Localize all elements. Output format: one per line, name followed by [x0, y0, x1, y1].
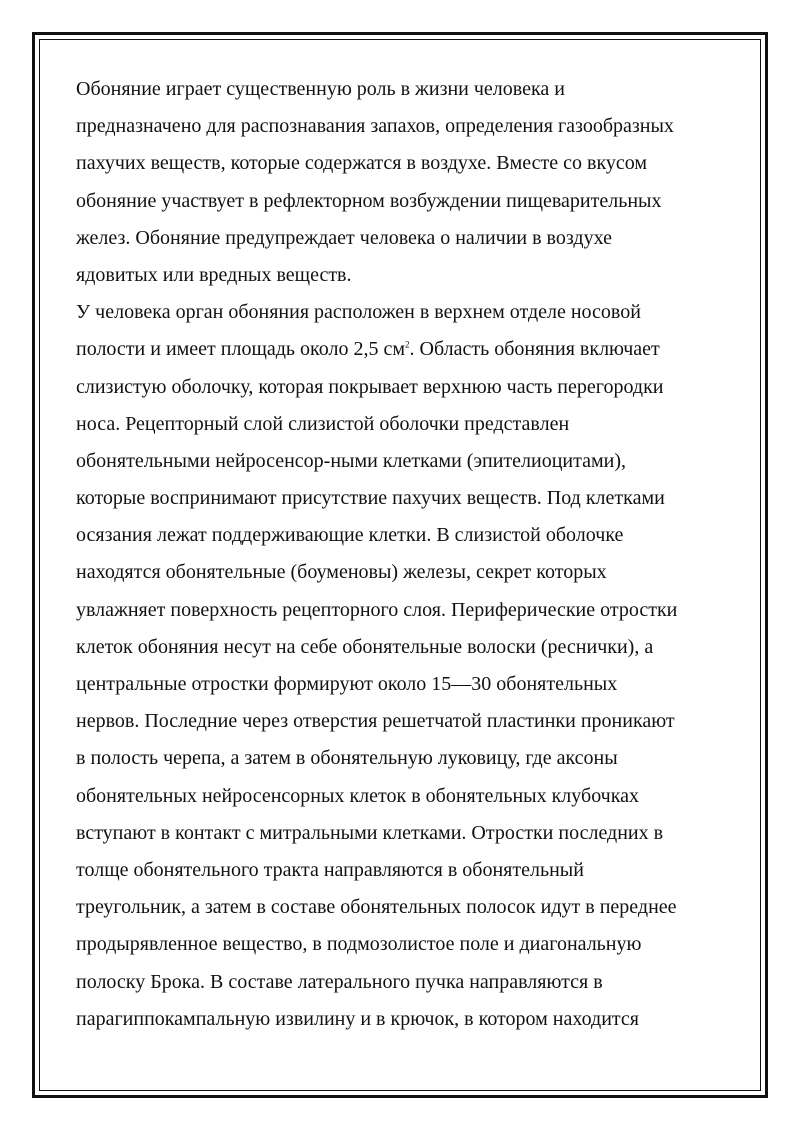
- text-line: Обоняние играет существенную роль в жизни человека и: [76, 78, 565, 100]
- text-line: обонятельных нейросенсорных клеток в обонятельных клубочках: [76, 784, 640, 807]
- text-line: увлажняет поверхность рецепторного слоя. Периферические отростки: [76, 598, 678, 621]
- text-line: обоняние участвует в рефлекторном возбуждении пищеварительных: [76, 189, 662, 212]
- text-line: клеток обоняния несут на себе обонятельные волоски (реснички), а: [76, 635, 654, 658]
- text-line: носа. Рецепторный слой слизистой оболочки представлен: [76, 412, 570, 435]
- text-line: пахучих веществ, которые содержатся в воздухе. Вместе со вкусом: [76, 152, 648, 175]
- text-line: осязания лежат поддерживающие клетки. В слизистой оболочке: [76, 524, 624, 547]
- text-line: У человека орган обоняния расположен в верхнем отделе носовой: [76, 301, 641, 324]
- text-line: находятся обонятельные (боуменовы) железы, секрет которых: [76, 561, 607, 584]
- text-line: ядовитых или вредных веществ.: [76, 263, 352, 286]
- text-line: обонятельными нейросенсор-ными клетками (эпителиоцитами),: [76, 449, 627, 472]
- superscript: 2: [405, 339, 410, 350]
- text-line: треугольник, а затем в составе обонятельных полосок идут в переднее: [76, 896, 677, 919]
- text-line-with-superscript: [76, 331, 736, 368]
- text-line: предназначено для распознавания запахов, определения газообразных: [76, 115, 674, 138]
- text-line: в полость черепа, а затем в обонятельную луковицу, где аксоны: [76, 747, 618, 770]
- text-line: нервов. Последние через отверстия решетчатой пластинки проникают: [76, 710, 675, 733]
- text-line: центральные отростки формируют около 15—30 обонятельных: [76, 673, 618, 695]
- text-line: которые воспринимают присутствие пахучих веществ. Под клетками: [76, 487, 665, 510]
- text-line: желез. Обоняние предупреждает человека о наличии в воздухе: [76, 226, 612, 249]
- text-segment: полости и имеет площадь около 2,5 см: [76, 338, 406, 361]
- text-segment: . Область обоняния включает: [409, 338, 660, 361]
- document-body: [76, 71, 736, 1038]
- text-line: парагиппокампальную извилину и в крючок, в котором находится: [76, 1007, 639, 1030]
- paragraph-1: [76, 71, 736, 294]
- paragraph-2: [76, 294, 736, 1038]
- text-line: толще обонятельного тракта направляются в обонятельный: [76, 858, 584, 881]
- text-line: вступают в контакт с митральными клетками. Отростки последних в: [76, 821, 664, 844]
- text-line: слизистую оболочку, которая покрывает верхнюю часть перегородки: [76, 375, 664, 398]
- text-line: полоску Брока. В составе латерального пучка направляются в: [76, 970, 603, 993]
- text-line: продырявленное вещество, в подмозолистое поле и диагональную: [76, 933, 642, 956]
